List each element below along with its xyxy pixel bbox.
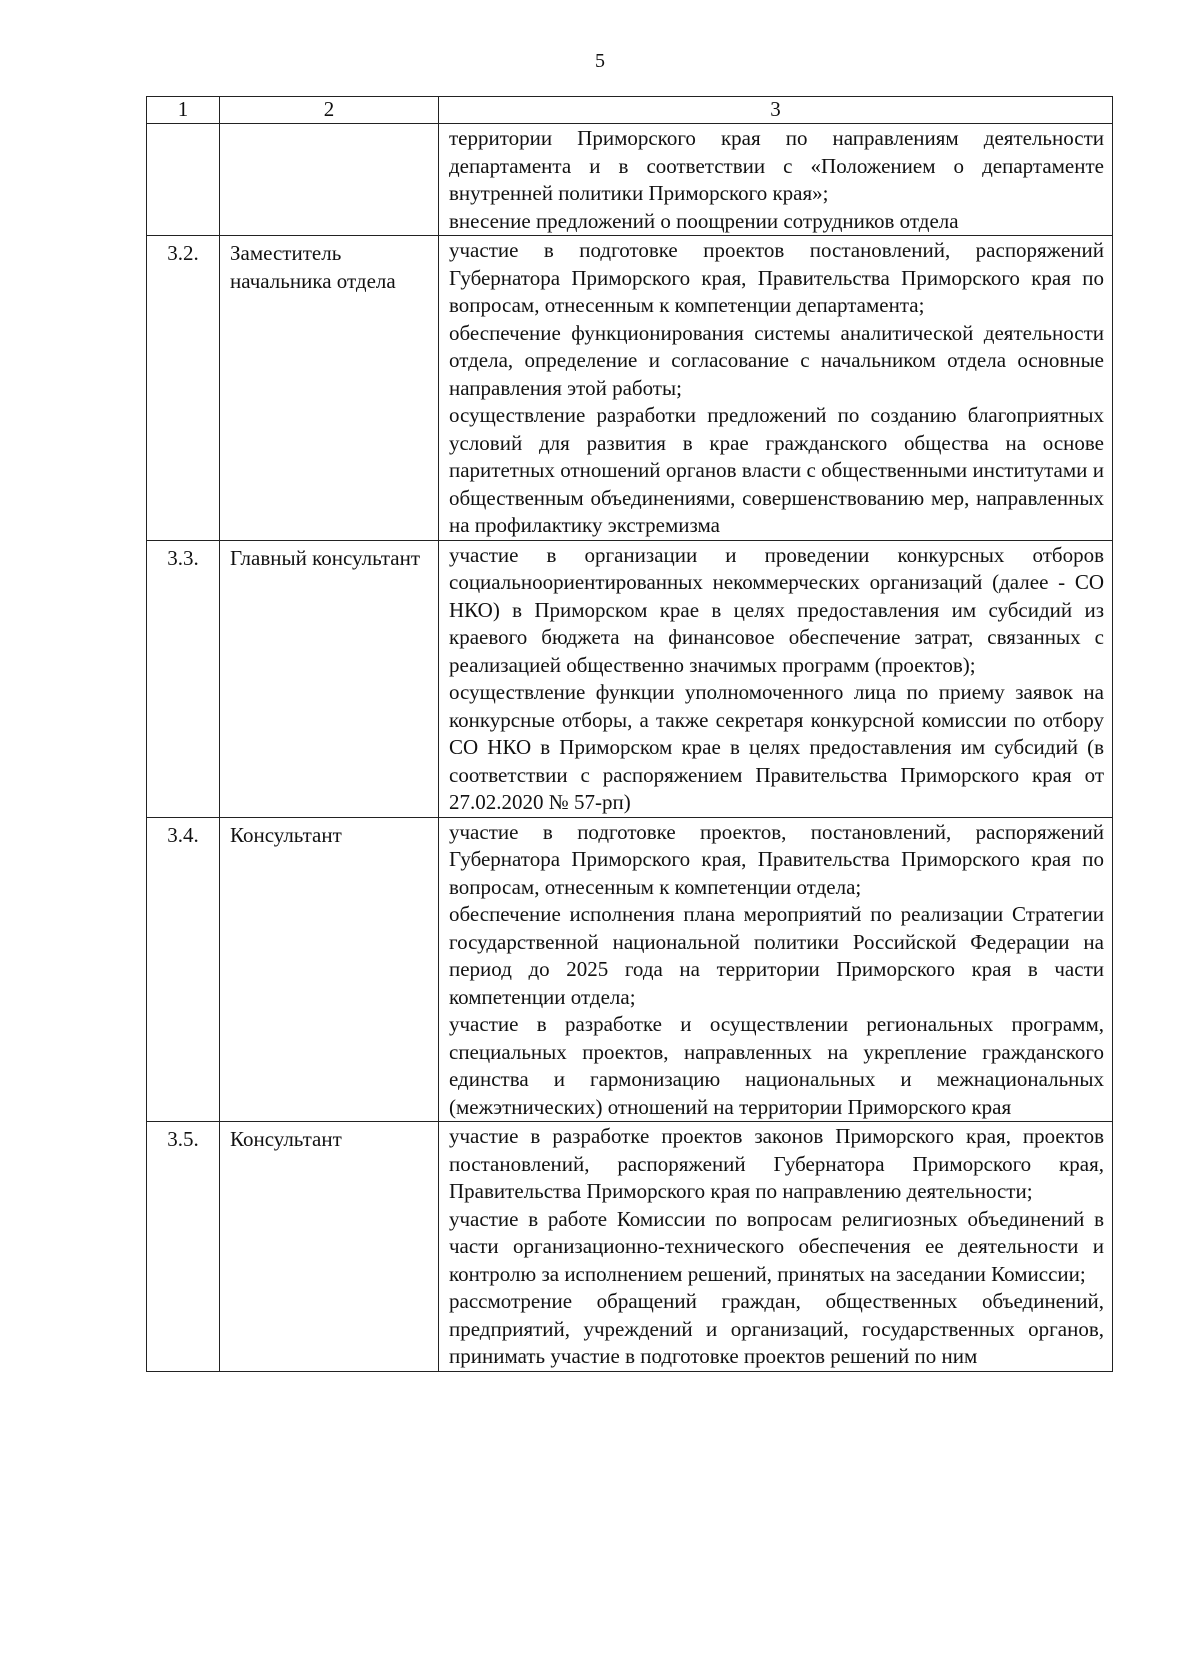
duties-cell [439, 1122, 1113, 1372]
duty-item: участие в разработке проектов законов Приморского края, проектов постановлений, распоряжений Губернатора Приморского края, Правительства Приморского края по направлению деятельности; [449, 1124, 1104, 1203]
duty-item: участие в подготовке проектов постановлений, распоряжений Губернатора Приморского края, Правительства Приморского края по вопросам, отнесенным к компетенции департамента; [449, 238, 1104, 317]
duties-cell [439, 817, 1113, 1122]
duty-item: участие в работе Комиссии по вопросам религиозных объединений в части организационно-технического обеспечения ее деятельности и контролю за исполнением решений, принятых на заседании Комиссии; [449, 1206, 1104, 1286]
duty-item: внесение предложений о поощрении сотрудников отдела [449, 208, 959, 233]
header-col-2: 2 [220, 97, 439, 124]
table-row [147, 540, 1113, 817]
row-number: 3.2. [147, 236, 220, 541]
header-col-3: 3 [439, 97, 1113, 124]
duty-item: территории Приморского края по направлениям деятельности департамента и в соответствии с «Положением о департаменте внутренней политики Приморского края»; [449, 126, 1104, 205]
row-number: 3.5. [147, 1122, 220, 1372]
duty-item: рассмотрение обращений граждан, общественных объединений, предприятий, учреждений и организаций, государственных органов, принимать участие в подготовке проектов решений по ним [449, 1289, 1104, 1368]
table-row [147, 124, 1113, 236]
duty-item: обеспечение исполнения плана мероприятий по реализации Стратегии государственной национальной политики Российской Федерации на период до 2025 года на территории Приморского края в части компетенции отдела; [449, 902, 1104, 1009]
duty-item: участие в организации и проведении конкурсных отборов социальноориентированных некоммерческих организаций (далее - СО НКО) в Приморском крае в целях предоставления им субсидий из краевого бюджета на финансовое обеспечение затрат, связанных с реализацией общественно значимых программ (проектов); [449, 542, 1104, 677]
table-row [147, 817, 1113, 1122]
position-title: Консультант [220, 817, 439, 1122]
duties-cell [439, 540, 1113, 817]
positions-table [146, 96, 1113, 1372]
duty-item: осуществление разработки предложений по созданию благоприятных условий для развития в крае гражданского общества на основе паритетных отношений органов власти с общественными институтами и общественным объединениями, совершенствованию мер, направленных на профилактику экстремизма [449, 403, 1104, 537]
duty-item: осуществление функции уполномоченного лица по приему заявок на конкурсные отборы, а также секретаря конкурсной комиссии по отбору СО НКО в Приморском крае в целях предоставления им субсидий (в соответствии с распоряжением Правительства Приморского края от 27.02.2020 № 57-рп) [449, 680, 1104, 814]
row-number [147, 124, 220, 236]
duties-cell [439, 124, 1113, 236]
table-body [147, 124, 1113, 1372]
duty-item: обеспечение функционирования системы аналитической деятельности отдела, определение и согласование с начальником отдела основные направления этой работы; [449, 320, 1104, 400]
position-title [220, 124, 439, 236]
position-title: Главный консультант [220, 540, 439, 817]
table-row [147, 236, 1113, 541]
page-number: 5 [595, 50, 605, 72]
duties-cell [439, 236, 1113, 541]
position-title: Консультант [220, 1122, 439, 1372]
row-number: 3.4. [147, 817, 220, 1122]
duty-item: участие в подготовке проектов, постановлений, распоряжений Губернатора Приморского края, Правительства Приморского края по вопросам, отнесенным к компетенции отдела; [449, 819, 1104, 899]
header-col-1: 1 [147, 97, 220, 124]
duty-item: участие в разработке и осуществлении региональных программ, специальных проектов, направленных на укрепление гражданского единства и гармонизацию национальных и межнациональных (межэтнических) отношений на территории Приморского края [449, 1012, 1104, 1119]
position-title: Заместитель начальника отдела [220, 236, 439, 541]
table-row [147, 1122, 1113, 1372]
row-number: 3.3. [147, 540, 220, 817]
header-row [147, 97, 1113, 124]
